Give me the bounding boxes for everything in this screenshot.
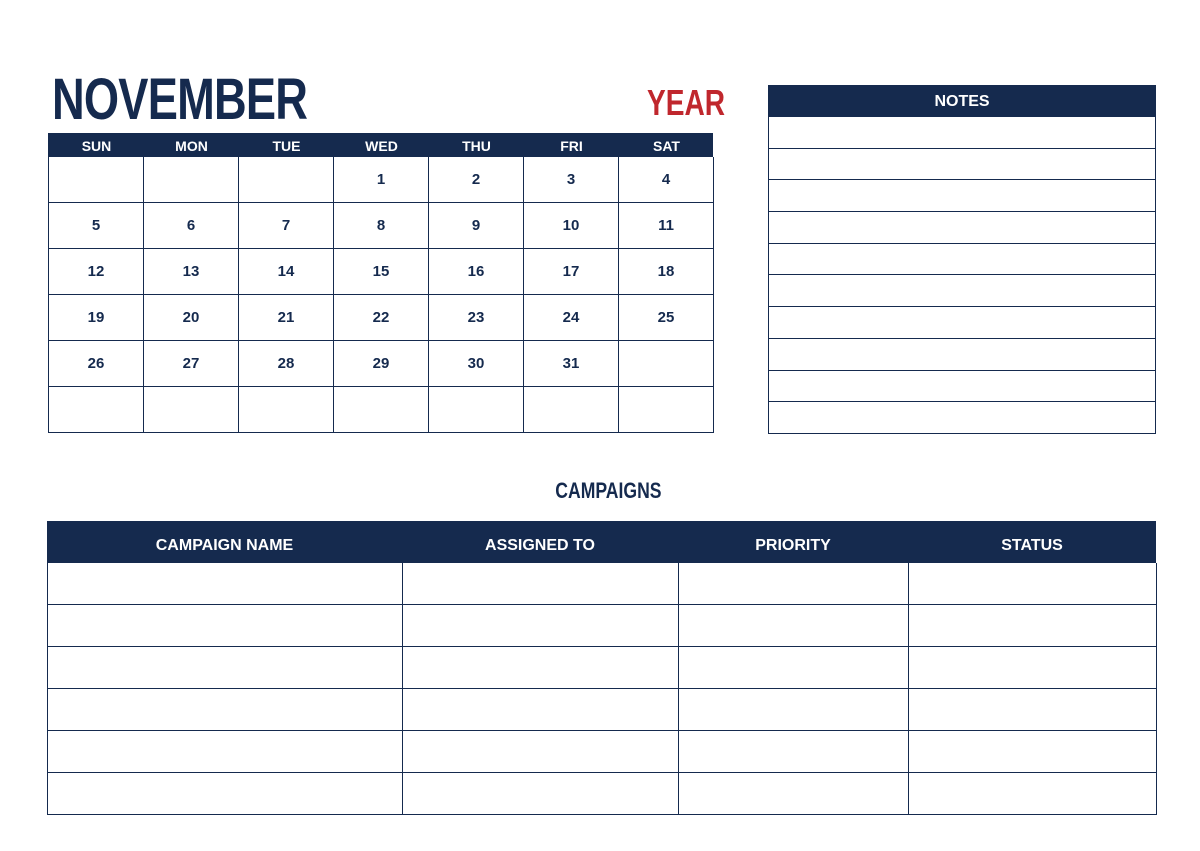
calendar-day-cell[interactable]: 9 [429,203,524,249]
priority-cell[interactable] [679,773,909,815]
campaign-name-cell[interactable] [48,689,403,731]
calendar-day-cell[interactable] [524,387,619,433]
calendar-day-cell[interactable]: 6 [144,203,239,249]
calendar-day-cell[interactable] [144,157,239,203]
campaign-name-cell[interactable] [48,773,403,815]
calendar-day-cell[interactable]: 31 [524,341,619,387]
calendar-day-cell[interactable] [619,387,714,433]
status-cell[interactable] [909,731,1157,773]
calendar-grid [48,157,713,433]
calendar-day-cell[interactable]: 8 [334,203,429,249]
calendar-day-cell[interactable]: 24 [524,295,619,341]
column-campaign-name: CAMPAIGN NAME [155,537,294,554]
calendar-day-cell[interactable]: 17 [524,249,619,295]
campaigns-title-wrap [0,478,1200,504]
weekday-fri: FRI [560,138,583,154]
calendar-day-cell[interactable]: 10 [524,203,619,249]
priority-cell[interactable] [679,563,909,605]
calendar-day-cell[interactable]: 18 [619,249,714,295]
campaigns-table [47,521,1156,815]
note-line[interactable] [768,180,1156,212]
column-status: STATUS [1001,537,1063,554]
weekday-tue: TUE [272,138,301,154]
weekday-mon: MON [175,138,208,154]
calendar-day-cell[interactable]: 23 [429,295,524,341]
assigned-to-cell[interactable] [403,605,679,647]
status-cell[interactable] [909,689,1157,731]
weekday-wed: WED [365,138,398,154]
campaign-name-cell[interactable] [48,563,403,605]
table-row [47,689,1156,731]
note-line[interactable] [768,307,1156,339]
calendar-day-cell[interactable] [619,341,714,387]
notes-lines [768,117,1156,434]
column-assigned-to: ASSIGNED TO [485,537,595,554]
assigned-to-cell[interactable] [403,563,679,605]
assigned-to-cell[interactable] [403,647,679,689]
calendar-day-cell[interactable]: 29 [334,341,429,387]
note-line[interactable] [768,149,1156,181]
weekday-sun: SUN [81,138,112,154]
note-line[interactable] [768,212,1156,244]
calendar-day-cell[interactable]: 19 [49,295,144,341]
note-line[interactable] [768,244,1156,276]
calendar-day-cell[interactable]: 30 [429,341,524,387]
table-row [47,605,1156,647]
calendar-day-cell[interactable]: 22 [334,295,429,341]
status-cell[interactable] [909,563,1157,605]
calendar-day-cell[interactable]: 3 [524,157,619,203]
calendar-day-cell[interactable]: 7 [239,203,334,249]
calendar-weekday-header [48,133,713,157]
note-line[interactable] [768,402,1156,434]
note-line[interactable] [768,339,1156,371]
table-row [47,773,1156,815]
month-title: NOVEMBER [52,67,308,132]
calendar-day-cell[interactable]: 28 [239,341,334,387]
campaigns-title: CAMPAIGNS [554,478,662,503]
calendar-day-cell[interactable]: 21 [239,295,334,341]
year-label: YEAR [647,82,726,123]
calendar-day-cell[interactable]: 25 [619,295,714,341]
calendar-day-cell[interactable]: 5 [49,203,144,249]
table-row [47,563,1156,605]
calendar-day-cell[interactable] [239,157,334,203]
priority-cell[interactable] [679,605,909,647]
notes-panel [768,85,1156,434]
priority-cell[interactable] [679,647,909,689]
calendar-day-cell[interactable]: 11 [619,203,714,249]
notes-title: NOTES [768,85,1156,117]
calendar-day-cell[interactable]: 12 [49,249,144,295]
campaign-name-cell[interactable] [48,605,403,647]
calendar-day-cell[interactable]: 16 [429,249,524,295]
note-line[interactable] [768,117,1156,149]
calendar [48,133,713,433]
calendar-day-cell[interactable]: 26 [49,341,144,387]
calendar-day-cell[interactable]: 15 [334,249,429,295]
campaigns-body [47,563,1156,815]
priority-cell[interactable] [679,731,909,773]
calendar-day-cell[interactable]: 1 [334,157,429,203]
calendar-day-cell[interactable]: 27 [144,341,239,387]
calendar-day-cell[interactable]: 20 [144,295,239,341]
assigned-to-cell[interactable] [403,773,679,815]
campaign-name-cell[interactable] [48,731,403,773]
status-cell[interactable] [909,605,1157,647]
calendar-day-cell[interactable]: 4 [619,157,714,203]
calendar-day-cell[interactable] [49,157,144,203]
campaigns-header-row [47,521,1156,563]
note-line[interactable] [768,371,1156,403]
assigned-to-cell[interactable] [403,731,679,773]
campaign-name-cell[interactable] [48,647,403,689]
status-cell[interactable] [909,773,1157,815]
calendar-day-cell[interactable]: 2 [429,157,524,203]
weekday-sat: SAT [653,138,680,154]
calendar-day-cell[interactable] [334,387,429,433]
calendar-day-cell[interactable] [49,387,144,433]
note-line[interactable] [768,275,1156,307]
weekday-thu: THU [462,138,491,154]
calendar-day-cell[interactable] [239,387,334,433]
calendar-day-cell[interactable] [144,387,239,433]
calendar-day-cell[interactable] [429,387,524,433]
status-cell[interactable] [909,647,1157,689]
table-row [47,731,1156,773]
priority-cell[interactable] [679,689,909,731]
calendar-day-cell[interactable]: 14 [239,249,334,295]
assigned-to-cell[interactable] [403,689,679,731]
column-priority: PRIORITY [755,537,831,554]
table-row [47,647,1156,689]
calendar-day-cell[interactable]: 13 [144,249,239,295]
